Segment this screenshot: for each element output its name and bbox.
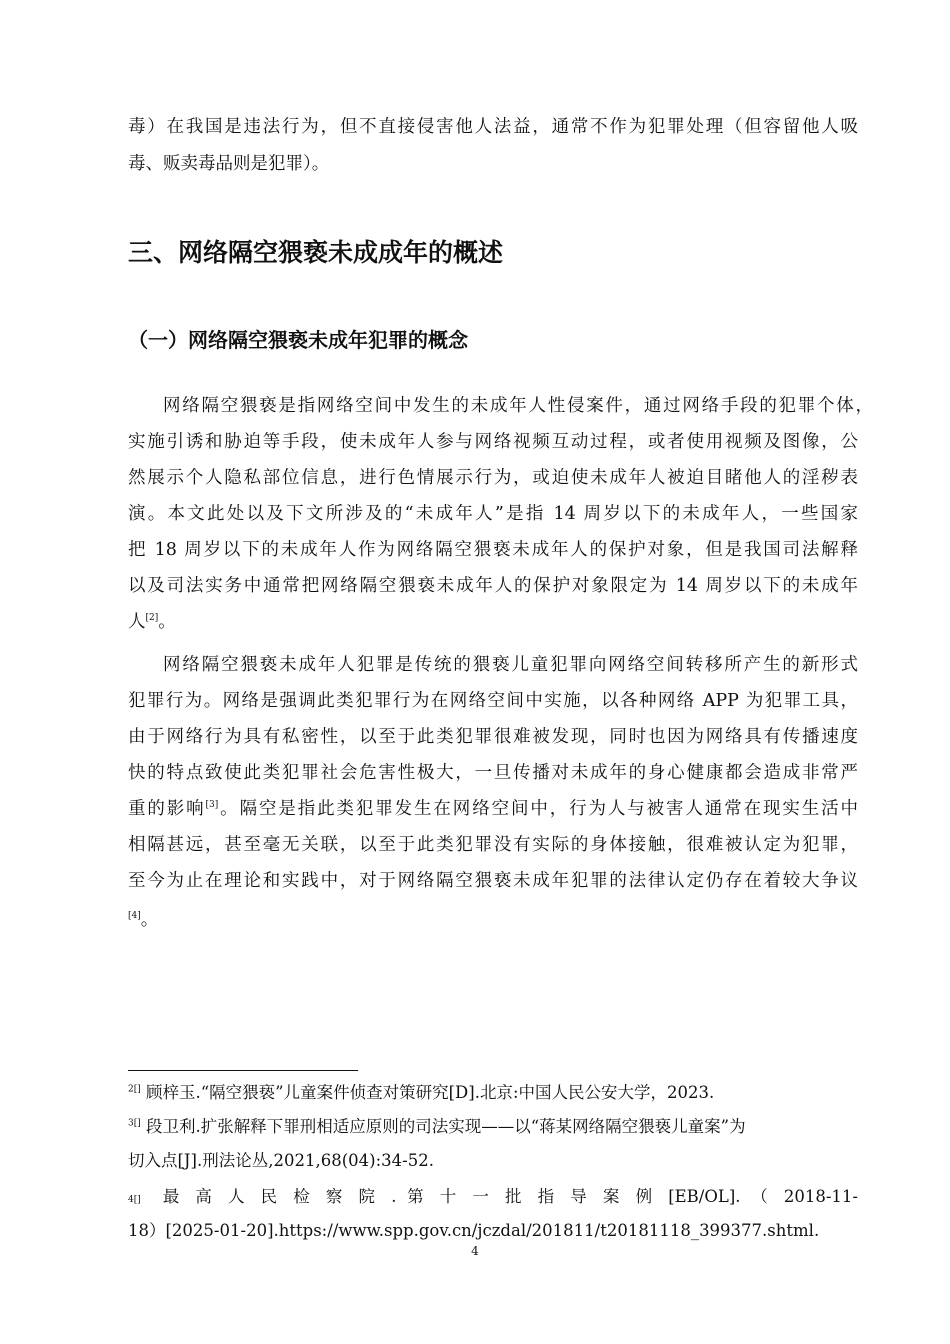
- footnote-4-line-1: 最 高 人 民 检 察 院 . 第 十 一 批 指 导 案 例 [EB/OL]. （ 2018-11-: [162, 1187, 858, 1206]
- para1-line-5: 把 18 周岁以下的未成年人作为网络隔空猥亵未成年人的保护对象，但是我国司法解释: [128, 540, 858, 560]
- para1-line-6: 以及司法实务中通常把网络隔空猥亵未成年人的保护对象限定为 14 周岁以下的未成年: [128, 576, 858, 596]
- intro-line-1: 毒）在我国是违法行为，但不直接侵害他人法益，通常不作为犯罪处理（但容留他人吸: [128, 117, 858, 137]
- footnote-2-text: 顾梓玉.“隔空猥亵”儿童案件侦查对策研究[D].北京:中国人民公安大学，2023.: [140, 1083, 715, 1102]
- para2-line-3: 由于网络行为具有私密性，以至于此类犯罪很难被发现，同时也因为网络具有传播速度: [128, 727, 858, 747]
- footnote-2-mark: 2[]: [128, 1084, 141, 1095]
- para2-line-7: 至今为止在理论和实践中，对于网络隔空猥亵未成年犯罪的法律认定仍存在着较大争议: [128, 871, 858, 891]
- page-number: 4: [471, 1244, 479, 1258]
- section-heading: 三、网络隔空猥亵未成成年的概述: [128, 238, 504, 267]
- para1-line-3: 然展示个人隐私部位信息，进行色情展示行为，或迫使未成年人被迫目睹他人的淫秽表: [128, 468, 858, 488]
- footnote-3: [128, 1116, 746, 1138]
- footnote-2: [128, 1082, 714, 1104]
- citation-2: [2]: [145, 613, 159, 624]
- para2-line-5: [128, 797, 858, 821]
- intro-line-2: 毒、贩卖毒品则是犯罪）。: [128, 154, 330, 174]
- citation-4: [4]: [128, 911, 141, 922]
- footnote-3-line-1: 段卫利.扩张解释下罪刑相适应原则的司法实现——以“蒋某网络隔空猥亵儿童案”为: [140, 1117, 746, 1136]
- para2-line-8-end: 。: [140, 910, 159, 930]
- para1-line-2: 实施引诱和胁迫等手段，使未成年人参与网络视频互动过程，或者使用视频及图像，公: [128, 432, 858, 452]
- para2-line-5-rest: 。隔空是指此类犯罪发生在网络空间中，行为人与被害人通常在现实生活中: [218, 799, 859, 819]
- citation-3: [3]: [205, 800, 219, 811]
- para2-line-1: 网络隔空猥亵未成年人犯罪是传统的猥亵儿童犯罪向网络空间转移所产生的新形式: [163, 655, 858, 675]
- para2-line-4: 快的特点致使此类犯罪社会危害性极大，一旦传播对未成年的身心健康都会造成非常严: [128, 763, 858, 783]
- footnote-3-mark: 3[]: [128, 1118, 141, 1129]
- footnote-separator: [128, 1070, 358, 1071]
- para1-line-7-end: 。: [158, 612, 176, 632]
- para2-line-2: 犯罪行为。网络是强调此类犯罪行为在网络空间中实施，以各种网络 APP 为犯罪工具，: [128, 691, 858, 711]
- footnote-4: 4[] 最 高 人 民 检 察 院 . 第 十 一 批 指 导 案 例 [EB/OL]. （ 2018-11-: [128, 1187, 858, 1206]
- para1-line-1: 网络隔空猥亵是指网络空间中发生的未成年人性侵案件，通过网络手段的犯罪个体，: [163, 396, 873, 416]
- subsection-heading: （一）网络隔空猥亵未成年犯罪的概念: [128, 328, 468, 352]
- footnote-3-line-2: 切入点[J].刑法论丛,2021,68(04):34-52.: [128, 1151, 434, 1170]
- para2-line-8: [128, 908, 158, 932]
- para1-line-7: [128, 610, 176, 634]
- para1-line-4: 演。本文此处以及下文所涉及的“未成年人”是指 14 周岁以下的未成年人，一些国家: [128, 504, 858, 524]
- para2-line-5-text: 重的影响: [128, 799, 206, 819]
- para2-line-6: 相隔甚远，甚至毫无关联，以至于此类犯罪没有实际的身体接触，很难被认定为犯罪，: [128, 835, 858, 855]
- para1-line-7-text: 人: [128, 612, 146, 632]
- footnote-4-line-2: 18）[2025-01-20].https://www.spp.gov.cn/jczdal/201811/t20181118_399377.shtml.: [128, 1221, 820, 1240]
